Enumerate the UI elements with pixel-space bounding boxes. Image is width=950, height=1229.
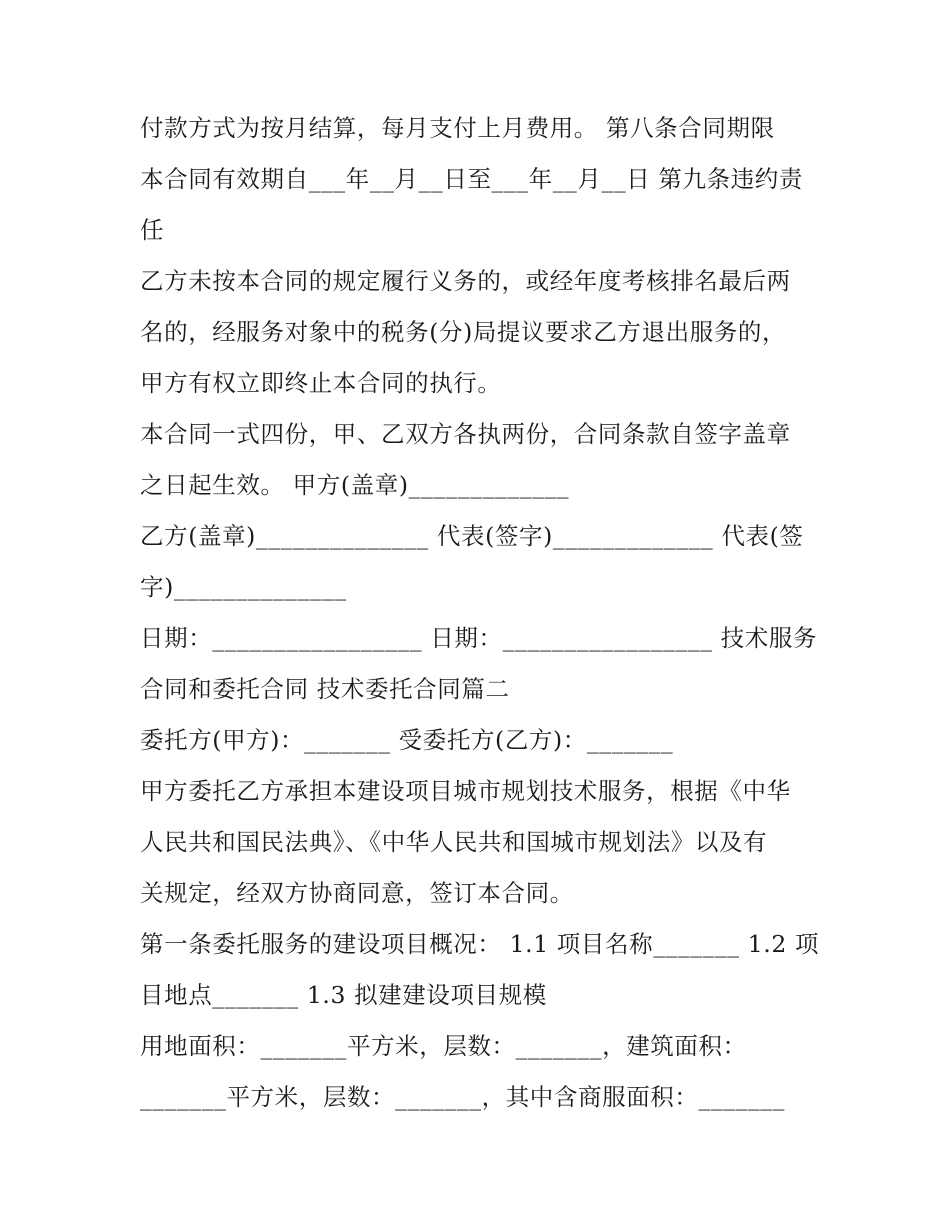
text-line: _______平方米，层数：_______，其中含商服面积：_______ — [140, 1083, 785, 1111]
text-line: 名的，经服务对象中的税务(分)局提议要求乙方退出服务的， — [140, 318, 787, 346]
text-line: 关规定，经双方协商同意，签订本合同。 — [140, 879, 574, 907]
text-line: 人民共和国民法典》、《中华人民共和国城市规划法》以及有 — [140, 828, 768, 856]
text-line: 本合同一式四份，甲、乙双方各执两份，合同条款自签字盖章 — [140, 420, 791, 448]
text-line: 目地点_______ 1.3 拟建建设项目规模 — [140, 981, 547, 1009]
text-line: 乙方(盖章)______________ 代表(签字)_____________ 代表(签 — [140, 522, 804, 550]
text-line: 第一条委托服务的建设项目概况： 1.1 项目名称_______ 1.2 项 — [140, 930, 820, 958]
text-line: 甲方委托乙方承担本建设项目城市规划技术服务，根据《中华 — [140, 777, 791, 805]
text-line: 合同和委托合同 技术委托合同篇二 — [140, 675, 510, 703]
text-line: 委托方(甲方)：_______ 受委托方(乙方)：_______ — [140, 726, 674, 754]
text-line: 字)______________ — [140, 573, 347, 601]
text-line: 用地面积：_______平方米，层数：_______，建筑面积： — [140, 1032, 747, 1060]
text-line: 日期：_________________ 日期：_________________ 技术服务 — [140, 624, 818, 652]
text-line: 甲方有权立即终止本合同的执行。 — [140, 369, 502, 397]
text-line: 之日起生效。 甲方(盖章)_____________ — [140, 471, 570, 499]
text-line: 乙方未按本合同的规定履行义务的，或经年度考核排名最后两 — [140, 267, 791, 295]
text-line: 任 — [140, 216, 165, 244]
text-line: 本合同有效期自___年__月__日至___年__月__日 第九条违约责 — [140, 165, 803, 193]
document-body — [140, 103, 830, 1123]
text-line: 付款方式为按月结算，每月支付上月费用。 第八条合同期限 — [140, 114, 775, 142]
